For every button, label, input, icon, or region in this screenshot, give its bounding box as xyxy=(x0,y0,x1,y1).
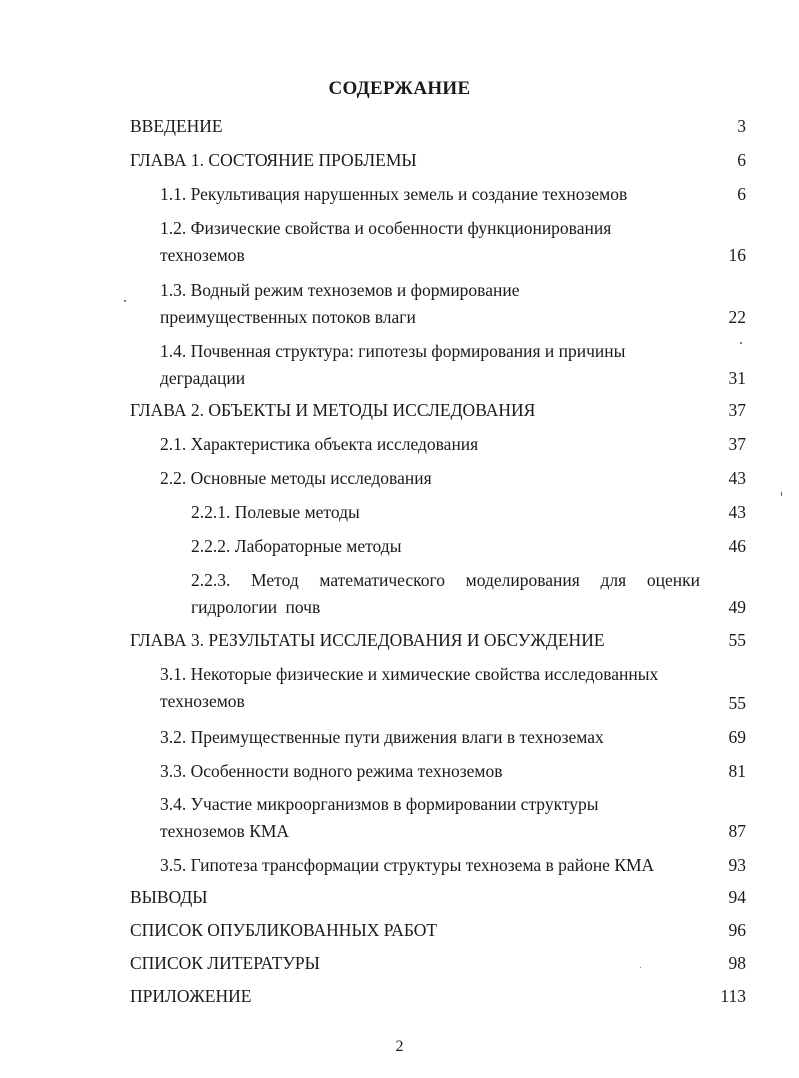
toc-page-chapter-1: 6 xyxy=(737,150,746,170)
toc-page-2-2: 43 xyxy=(728,468,746,488)
toc-entry-3-2: 3.2. Преимущественные пути движения влаги в техноземах xyxy=(160,727,604,747)
toc-entry-2-2: 2.2. Основные методы исследования xyxy=(160,468,432,488)
toc-entry-2-2-3-line2: гидрологии почв xyxy=(191,597,321,617)
page-title: СОДЕРЖАНИЕ xyxy=(328,78,471,99)
toc-page-appendix: 113 xyxy=(720,986,746,1006)
scan-speck xyxy=(124,300,126,302)
scan-speck xyxy=(781,492,782,496)
toc-page-3-1: 55 xyxy=(728,693,746,713)
toc-page-3-3: 81 xyxy=(728,761,746,781)
toc-page-vyvody: 94 xyxy=(728,887,746,907)
toc-page-2-2-3: 49 xyxy=(728,597,746,617)
toc-page-publications: 96 xyxy=(728,920,746,940)
toc-entry-1-2-line2: техноземов xyxy=(160,245,245,265)
toc-entry-1-3-line1: 1.3. Водный режим техноземов и формирование xyxy=(160,280,520,300)
toc-page-1-4: 31 xyxy=(728,368,746,388)
toc-entry-3-1-line2: техноземов xyxy=(160,691,245,711)
toc-entry-publications: СПИСОК ОПУБЛИКОВАННЫХ РАБОТ xyxy=(130,920,438,940)
scan-speck xyxy=(740,342,742,344)
toc-entry-vvedenie: ВВЕДЕНИЕ xyxy=(130,116,223,136)
toc-page-1-1: 6 xyxy=(737,184,746,204)
scan-speck xyxy=(640,967,641,968)
toc-entry-2-1: 2.1. Характеристика объекта исследования xyxy=(160,434,479,454)
toc-entry-3-5: 3.5. Гипотеза трансформации структуры технозема в районе КМА xyxy=(160,855,655,875)
toc-entry-chapter-2: ГЛАВА 2. ОБЪЕКТЫ И МЕТОДЫ ИССЛЕДОВАНИЯ xyxy=(130,400,536,420)
toc-entry-vyvody: ВЫВОДЫ xyxy=(130,887,208,907)
toc-entry-appendix: ПРИЛОЖЕНИЕ xyxy=(130,986,252,1006)
toc-entry-1-4-line2: деградации xyxy=(160,368,246,388)
toc-page-vvedenie: 3 xyxy=(737,116,746,136)
toc-page-literature: 98 xyxy=(728,953,746,973)
toc-entry-2-2-3-line1: 2.2.3. Метод математического моделирования для оценки xyxy=(191,570,700,590)
page-number: 2 xyxy=(395,1038,404,1055)
toc-page-2-2-1: 43 xyxy=(728,502,746,522)
toc-page-3-2: 69 xyxy=(728,727,746,747)
toc-page-3-5: 93 xyxy=(728,855,746,875)
toc-entry-chapter-1: ГЛАВА 1. СОСТОЯНИЕ ПРОБЛЕМЫ xyxy=(130,150,417,170)
toc-page-1-2: 16 xyxy=(728,245,746,265)
toc-entry-chapter-3: ГЛАВА 3. РЕЗУЛЬТАТЫ ИССЛЕДОВАНИЯ И ОБСУЖДЕНИЕ xyxy=(130,630,605,650)
toc-page-3-4: 87 xyxy=(728,821,746,841)
toc-entry-literature: СПИСОК ЛИТЕРАТУРЫ xyxy=(130,953,320,973)
toc-entry-2-2-2: 2.2.2. Лабораторные методы xyxy=(191,536,402,556)
toc-page-2-1: 37 xyxy=(728,434,746,454)
toc-entry-3-4-line2: техноземов КМА xyxy=(160,821,290,841)
toc-entry-2-2-1: 2.2.1. Полевые методы xyxy=(191,502,360,522)
toc-entry-3-1-line1: 3.1. Некоторые физические и химические свойства исследованных xyxy=(160,664,659,684)
toc-entry-3-4-line1: 3.4. Участие микроорганизмов в формировании структуры xyxy=(160,794,599,814)
toc-entry-1-4-line1: 1.4. Почвенная структура: гипотезы формирования и причины xyxy=(160,341,626,361)
toc-page-2-2-2: 46 xyxy=(728,536,746,556)
toc-page-chapter-2: 37 xyxy=(728,400,746,420)
toc-page-chapter-3: 55 xyxy=(728,630,746,650)
toc-entry-1-2-line1: 1.2. Физические свойства и особенности функционирования xyxy=(160,218,612,238)
toc-page-1-3: 22 xyxy=(728,307,746,327)
toc-entry-1-3-line2: преимущественных потоков влаги xyxy=(160,307,416,327)
toc-entry-1-1: 1.1. Рекультивация нарушенных земель и создание техноземов xyxy=(160,184,628,204)
toc-entry-3-3: 3.3. Особенности водного режима техноземов xyxy=(160,761,503,781)
